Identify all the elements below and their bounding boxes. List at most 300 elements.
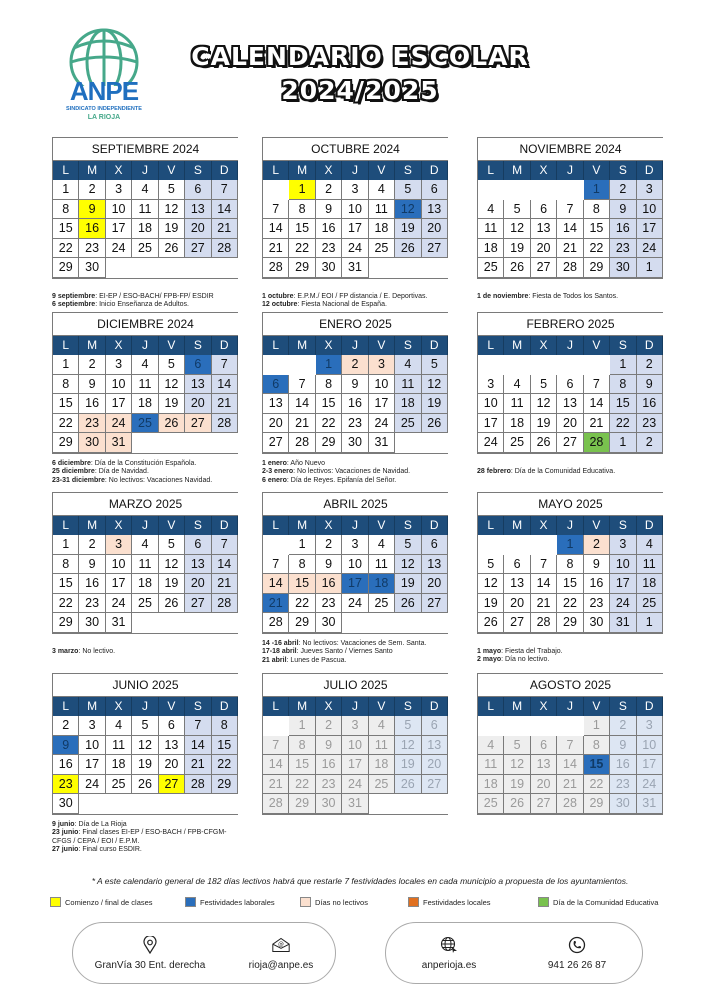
day-cell: 8	[584, 200, 610, 220]
day-cell: 8	[53, 375, 79, 395]
month-notes	[262, 460, 448, 486]
day-cell: 27	[531, 794, 557, 814]
day-cell: 20	[504, 594, 530, 614]
day-cell: 6	[557, 375, 583, 395]
day-cell: 7	[531, 555, 557, 575]
day-cell: 29	[584, 258, 610, 278]
weekday-header	[478, 516, 663, 535]
month-title: JUNIO 2025	[53, 674, 238, 697]
empty-cell	[478, 355, 504, 375]
empty-cell	[263, 180, 289, 200]
note-line	[52, 821, 238, 830]
day-cell: 5	[531, 375, 557, 395]
day-cell: 28	[212, 594, 238, 614]
day-cell: 12	[395, 736, 421, 756]
empty-cell	[212, 794, 238, 814]
day-cell: 9	[316, 200, 342, 220]
note-text: : Fiesta del Trabajo.	[501, 647, 563, 655]
day-cell: 14	[263, 574, 289, 594]
weekday-label: V	[369, 516, 395, 535]
address-item	[95, 936, 206, 971]
note-date: 9 junio	[52, 820, 75, 828]
week-row	[53, 555, 238, 575]
week-row	[263, 355, 448, 375]
month-calendar	[477, 137, 663, 301]
day-cell: 16	[637, 394, 663, 414]
day-cell: 28	[584, 433, 610, 453]
day-cell: 6	[422, 535, 448, 555]
week-row	[263, 180, 448, 200]
weekday-label: L	[478, 697, 504, 716]
week-row	[478, 355, 663, 375]
day-cell: 1	[316, 355, 342, 375]
empty-cell	[159, 433, 185, 453]
weekday-label: L	[263, 697, 289, 716]
day-cell: 19	[159, 574, 185, 594]
day-cell: 22	[316, 414, 342, 434]
legend-label: Días no lectivos	[315, 897, 368, 907]
day-cell: 15	[289, 219, 315, 239]
empty-cell	[369, 794, 395, 814]
weekday-label: V	[159, 697, 185, 716]
note-line	[52, 301, 238, 310]
week-row	[263, 535, 448, 555]
day-cell: 23	[637, 414, 663, 434]
day-cell: 26	[422, 414, 448, 434]
week-row	[53, 355, 238, 375]
weekday-label: D	[637, 161, 663, 180]
day-cell: 5	[504, 736, 530, 756]
week-row	[478, 258, 663, 278]
day-cell: 29	[53, 258, 79, 278]
weekday-label: D	[212, 161, 238, 180]
weekday-label: S	[610, 516, 636, 535]
weekday-label: M	[504, 336, 530, 355]
weekday-label: X	[316, 697, 342, 716]
note-date: 1 enero	[262, 459, 287, 467]
phone-icon	[568, 936, 586, 954]
note-text: : Final clases EI-EP / ESO-BACH / FPB-CFGM-CFGS / CEPA / EOI / E.P.M.	[52, 829, 227, 845]
day-cell: 17	[106, 394, 132, 414]
note-line	[262, 468, 448, 477]
day-cell: 27	[159, 775, 185, 795]
day-cell: 13	[185, 200, 211, 220]
legend-item-start-end	[50, 897, 160, 907]
note-date: 6 septiembre	[52, 301, 96, 308]
week-row	[53, 794, 238, 814]
day-cell: 7	[212, 535, 238, 555]
day-cell: 21	[557, 775, 583, 795]
month-notes	[477, 468, 663, 477]
day-cell: 9	[584, 555, 610, 575]
week-row	[53, 200, 238, 220]
note-line	[52, 477, 238, 486]
day-cell: 16	[79, 574, 105, 594]
month-title: JULIO 2025	[263, 674, 448, 697]
day-cell: 31	[637, 794, 663, 814]
day-cell: 30	[316, 613, 342, 633]
day-cell: 22	[53, 414, 79, 434]
month-notes	[52, 648, 238, 657]
day-cell: 24	[342, 239, 368, 259]
day-cell: 4	[369, 535, 395, 555]
day-cell: 30	[342, 433, 368, 453]
empty-cell	[395, 433, 421, 453]
day-cell: 14	[263, 219, 289, 239]
week-row	[53, 535, 238, 555]
weekday-header	[263, 161, 448, 180]
weekday-label: M	[79, 697, 105, 716]
day-cell: 25	[106, 775, 132, 795]
email-link[interactable]: rioja@anpe.es	[248, 959, 314, 971]
website-item[interactable]	[422, 936, 476, 971]
day-cell: 5	[395, 716, 421, 736]
day-cell: 18	[395, 394, 421, 414]
day-cell: 18	[132, 394, 158, 414]
weekday-label: V	[584, 161, 610, 180]
month-calendar	[477, 312, 663, 476]
day-cell: 22	[53, 594, 79, 614]
weekday-label: L	[53, 336, 79, 355]
day-cell: 24	[342, 594, 368, 614]
day-cell: 15	[316, 394, 342, 414]
note-text: : Año Nuevo	[286, 459, 326, 467]
day-cell: 24	[637, 775, 663, 795]
day-cell: 26	[531, 433, 557, 453]
note-text: : Día de La Rioja	[74, 820, 127, 828]
day-cell: 14	[212, 200, 238, 220]
note-line	[52, 648, 238, 657]
day-cell: 7	[212, 180, 238, 200]
day-cell: 17	[478, 414, 504, 434]
empty-cell	[422, 433, 448, 453]
day-cell: 6	[504, 555, 530, 575]
day-cell: 26	[159, 414, 185, 434]
weekday-label: S	[185, 697, 211, 716]
day-cell: 9	[610, 200, 636, 220]
day-cell: 30	[79, 613, 105, 633]
day-cell: 13	[263, 394, 289, 414]
note-text: : Día de la Comunidad Educativa.	[510, 467, 616, 475]
empty-cell	[185, 794, 211, 814]
day-cell: 10	[478, 394, 504, 414]
weekday-label: S	[610, 161, 636, 180]
day-cell: 12	[159, 200, 185, 220]
month-calendar	[52, 137, 238, 310]
weekday-label: X	[106, 697, 132, 716]
note-line	[262, 657, 448, 666]
weekday-label: D	[637, 516, 663, 535]
weekday-label: M	[289, 697, 315, 716]
logo-region: LA RIOJA	[87, 114, 121, 121]
day-cell: 30	[610, 794, 636, 814]
legend-item-holiday	[185, 897, 300, 907]
day-cell: 14	[212, 555, 238, 575]
legend-swatch	[50, 897, 61, 907]
day-cell: 16	[610, 219, 636, 239]
day-cell: 15	[584, 219, 610, 239]
weekday-header	[53, 516, 238, 535]
week-row	[478, 574, 663, 594]
contact-card-right	[385, 922, 643, 984]
day-cell: 6	[422, 180, 448, 200]
week-row	[53, 180, 238, 200]
day-cell: 4	[106, 716, 132, 736]
weekday-label: V	[584, 516, 610, 535]
day-cell: 2	[316, 535, 342, 555]
day-cell: 20	[159, 755, 185, 775]
day-cell: 28	[212, 414, 238, 434]
empty-cell	[422, 258, 448, 278]
empty-cell	[478, 716, 504, 736]
day-cell: 17	[342, 574, 368, 594]
day-cell: 2	[53, 716, 79, 736]
week-row	[53, 414, 238, 434]
empty-cell	[106, 258, 132, 278]
day-cell: 31	[342, 258, 368, 278]
empty-cell	[263, 355, 289, 375]
day-cell: 17	[106, 574, 132, 594]
weekday-label: V	[159, 336, 185, 355]
week-row	[263, 433, 448, 453]
weekday-label: S	[395, 161, 421, 180]
empty-cell	[132, 258, 158, 278]
day-cell: 8	[53, 555, 79, 575]
empty-cell	[185, 433, 211, 453]
note-line	[262, 293, 448, 302]
day-cell: 21	[263, 239, 289, 259]
day-cell: 13	[531, 219, 557, 239]
day-cell: 11	[395, 375, 421, 395]
day-cell: 25	[369, 239, 395, 259]
empty-cell	[263, 535, 289, 555]
day-cell: 9	[316, 736, 342, 756]
note-line	[262, 648, 448, 657]
day-cell: 26	[395, 239, 421, 259]
weekday-label: X	[316, 336, 342, 355]
day-cell: 4	[504, 375, 530, 395]
day-cell: 7	[263, 736, 289, 756]
day-cell: 2	[79, 180, 105, 200]
day-cell: 19	[478, 594, 504, 614]
legend-item-nolective	[300, 897, 400, 907]
empty-cell	[369, 258, 395, 278]
weekday-label: J	[557, 697, 583, 716]
note-line	[262, 460, 448, 469]
week-row	[478, 180, 663, 200]
day-cell: 14	[212, 375, 238, 395]
day-cell: 27	[531, 258, 557, 278]
month-table	[477, 137, 663, 279]
day-cell: 9	[79, 375, 105, 395]
legend-label: Festividades laborales	[200, 897, 275, 907]
week-row	[478, 394, 663, 414]
day-cell: 18	[478, 775, 504, 795]
day-cell: 12	[478, 574, 504, 594]
day-cell: 18	[132, 219, 158, 239]
day-cell: 23	[316, 239, 342, 259]
week-row	[53, 594, 238, 614]
day-cell: 26	[132, 775, 158, 795]
day-cell: 31	[369, 433, 395, 453]
day-cell: 5	[159, 355, 185, 375]
empty-cell	[132, 433, 158, 453]
day-cell: 21	[557, 239, 583, 259]
day-cell: 4	[637, 535, 663, 555]
day-cell: 19	[395, 219, 421, 239]
day-cell: 8	[53, 200, 79, 220]
day-cell: 18	[369, 755, 395, 775]
day-cell: 4	[478, 736, 504, 756]
day-cell: 6	[185, 535, 211, 555]
day-cell: 11	[369, 736, 395, 756]
weekday-header	[53, 336, 238, 355]
note-text: : Lunes de Pascua.	[286, 656, 347, 664]
empty-cell	[289, 355, 315, 375]
weekday-label: X	[531, 516, 557, 535]
day-cell: 12	[395, 200, 421, 220]
empty-cell	[504, 535, 530, 555]
day-cell: 9	[342, 375, 368, 395]
website-link[interactable]: anperioja.es	[421, 959, 477, 971]
note-text: : Día no lectivo.	[501, 656, 550, 663]
day-cell: 28	[185, 775, 211, 795]
note-line	[477, 648, 663, 657]
weekday-label: S	[395, 697, 421, 716]
day-cell: 15	[610, 394, 636, 414]
weekday-label: L	[478, 516, 504, 535]
empty-cell	[212, 258, 238, 278]
day-cell: 16	[316, 574, 342, 594]
week-row	[478, 555, 663, 575]
day-cell: 3	[342, 180, 368, 200]
note-date: 23-31 diciembre	[52, 476, 105, 484]
month-table	[52, 312, 238, 454]
weekday-label: M	[79, 516, 105, 535]
week-row	[478, 755, 663, 775]
phone-text[interactable]: 941 26 26 87	[547, 959, 607, 971]
note-text: : Día de Navidad.	[94, 468, 149, 475]
day-cell: 21	[584, 414, 610, 434]
weekday-label: L	[263, 336, 289, 355]
day-cell: 14	[584, 394, 610, 414]
week-row	[263, 594, 448, 614]
month-table	[477, 492, 663, 634]
day-cell: 22	[212, 755, 238, 775]
note-line	[52, 460, 238, 469]
day-cell: 30	[584, 613, 610, 633]
day-cell: 29	[557, 613, 583, 633]
day-cell: 6	[185, 355, 211, 375]
month-table	[477, 312, 663, 454]
empty-cell	[342, 613, 368, 633]
week-row	[478, 716, 663, 736]
day-cell: 11	[637, 555, 663, 575]
day-cell: 19	[395, 574, 421, 594]
day-cell: 13	[531, 755, 557, 775]
day-cell: 10	[637, 736, 663, 756]
month-calendar	[477, 492, 663, 665]
month-calendar	[262, 492, 448, 665]
month-table	[262, 492, 448, 634]
empty-cell	[159, 258, 185, 278]
month-title: DICIEMBRE 2024	[53, 313, 238, 336]
note-text: : Inicio Enseñanza de Adultos.	[95, 301, 189, 308]
day-cell: 8	[212, 716, 238, 736]
day-cell: 8	[584, 736, 610, 756]
weekday-label: J	[557, 336, 583, 355]
day-cell: 17	[342, 755, 368, 775]
day-cell: 26	[504, 794, 530, 814]
day-cell: 17	[637, 755, 663, 775]
legend-label: Festividades locales	[423, 897, 491, 907]
day-cell: 31	[342, 794, 368, 814]
day-cell: 14	[263, 755, 289, 775]
empty-cell	[557, 180, 583, 200]
day-cell: 3	[369, 355, 395, 375]
note-date: 2-3 enero	[262, 468, 294, 475]
day-cell: 6	[531, 200, 557, 220]
empty-cell	[557, 716, 583, 736]
day-cell: 29	[289, 794, 315, 814]
day-cell: 30	[53, 794, 79, 814]
email-item[interactable]	[249, 936, 314, 971]
week-row	[53, 239, 238, 259]
week-row	[478, 219, 663, 239]
week-row	[263, 414, 448, 434]
day-cell: 6	[159, 716, 185, 736]
empty-cell	[557, 355, 583, 375]
weekday-label: M	[504, 161, 530, 180]
weekday-label: D	[422, 516, 448, 535]
day-cell: 2	[316, 716, 342, 736]
day-cell: 29	[289, 613, 315, 633]
day-cell: 15	[53, 394, 79, 414]
day-cell: 25	[478, 794, 504, 814]
day-cell: 3	[106, 180, 132, 200]
legend-swatch	[300, 897, 311, 907]
day-cell: 9	[79, 555, 105, 575]
day-cell: 14	[289, 394, 315, 414]
day-cell: 10	[106, 375, 132, 395]
weekday-label: V	[584, 336, 610, 355]
phone-item[interactable]	[548, 936, 606, 971]
week-row	[53, 755, 238, 775]
weekday-header	[478, 697, 663, 716]
month-calendar	[262, 312, 448, 485]
weekday-label: J	[557, 516, 583, 535]
day-cell: 23	[79, 239, 105, 259]
weekday-label: D	[422, 336, 448, 355]
day-cell: 13	[185, 375, 211, 395]
day-cell: 27	[185, 414, 211, 434]
weekday-label: S	[185, 336, 211, 355]
week-row	[263, 555, 448, 575]
note-date: 2 mayo	[477, 656, 502, 663]
month-calendar	[52, 492, 238, 656]
month-title: OCTUBRE 2024	[263, 138, 448, 161]
day-cell: 14	[531, 574, 557, 594]
weekday-header	[53, 161, 238, 180]
weekday-label: J	[132, 516, 158, 535]
day-cell: 13	[422, 555, 448, 575]
note-date: 25 diciembre	[52, 468, 95, 475]
day-cell: 4	[132, 180, 158, 200]
weekday-label: X	[316, 161, 342, 180]
week-row	[263, 794, 448, 814]
month-title: MAYO 2025	[478, 493, 663, 516]
empty-cell	[79, 794, 105, 814]
